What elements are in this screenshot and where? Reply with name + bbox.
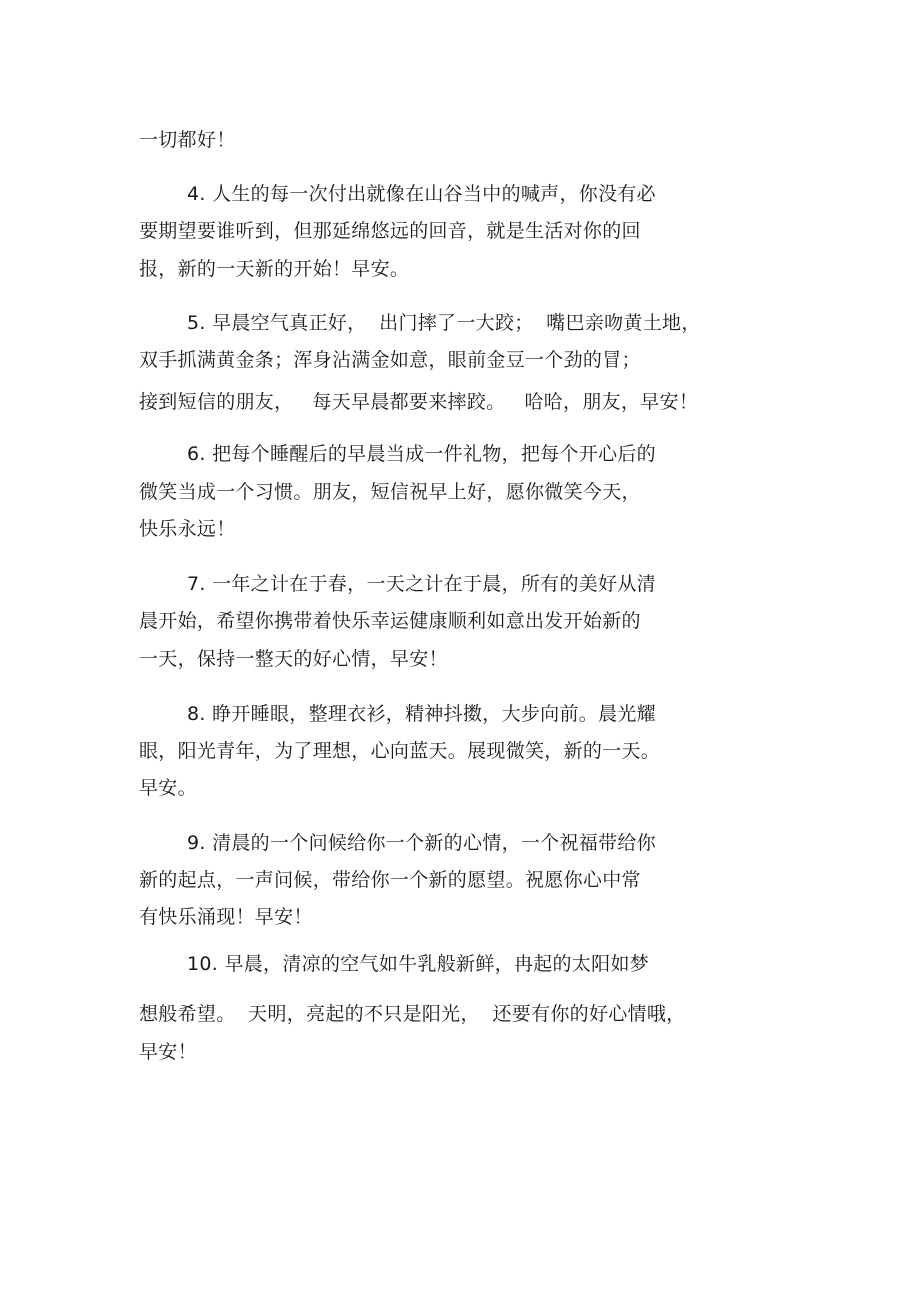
paragraph-4-line-2: 要期望要谁听到，但那延绵悠远的回音，就是生活对你的回 xyxy=(139,220,641,242)
paragraph-10-line-3: 早安！ xyxy=(139,1041,197,1063)
paragraph-8-line-1: 8. 睁开睡眼，整理衣衫，精神抖擞，大步向前。晨光耀 xyxy=(187,703,656,725)
paragraph-7-line-1: 7. 一年之计在于春，一天之计在于晨，所有的美好从清 xyxy=(187,573,656,595)
paragraph-6-line-3: 快乐永远！ xyxy=(139,518,236,540)
paragraph-8-line-2: 眼，阳光青年，为了理想，心向蓝天。展现微笑，新的一天。 xyxy=(139,740,661,762)
paragraph-7-line-2: 晨开始，希望你携带着快乐幸运健康顺利如意出发开始新的 xyxy=(139,610,641,632)
paragraph-5-line-1: 5. 早晨空气真正好， 出门摔了一大跤； 嘴巴亲吻黄土地， xyxy=(187,312,701,334)
paragraph-10-line-1: 10. 早晨，清凉的空气如牛乳般新鲜，冉起的太阳如梦 xyxy=(187,953,650,975)
paragraph-5-line-3: 接到短信的朋友， 每天早晨都要来摔跤。 哈哈，朋友，早安！ xyxy=(139,391,699,413)
paragraph-9-line-2: 新的起点，一声问候，带给你一个新的愿望。祝愿你心中常 xyxy=(139,869,641,891)
paragraph-9-line-3: 有快乐涌现！早安！ xyxy=(139,906,313,928)
paragraph-6-line-1: 6. 把每个睡醒后的早晨当成一件礼物，把每个开心后的 xyxy=(187,443,656,465)
paragraph-6-line-2: 微笑当成一个习惯。朋友，短信祝早上好，愿你微笑今天， xyxy=(139,481,641,503)
paragraph-10-line-2: 想般希望。 天明，亮起的不只是阳光， 还要有你的好心情哦， xyxy=(139,1003,686,1025)
paragraph-9-line-1: 9. 清晨的一个问候给你一个新的心情，一个祝福带给你 xyxy=(187,832,656,854)
paragraph-8-line-3: 早安。 xyxy=(139,777,197,799)
paragraph-4-line-3: 报，新的一天新的开始！早安。 xyxy=(139,258,410,280)
paragraph-4-line-1: 4. 人生的每一次付出就像在山谷当中的喊声，你没有必 xyxy=(187,183,656,205)
paragraph-5-line-2: 双手抓满黄金条；浑身沾满金如意，眼前金豆一个劲的冒； xyxy=(139,349,641,371)
paragraph-7-line-3: 一天，保持一整天的好心情，早安！ xyxy=(139,648,448,670)
text-line: 一切都好！ xyxy=(139,129,236,151)
